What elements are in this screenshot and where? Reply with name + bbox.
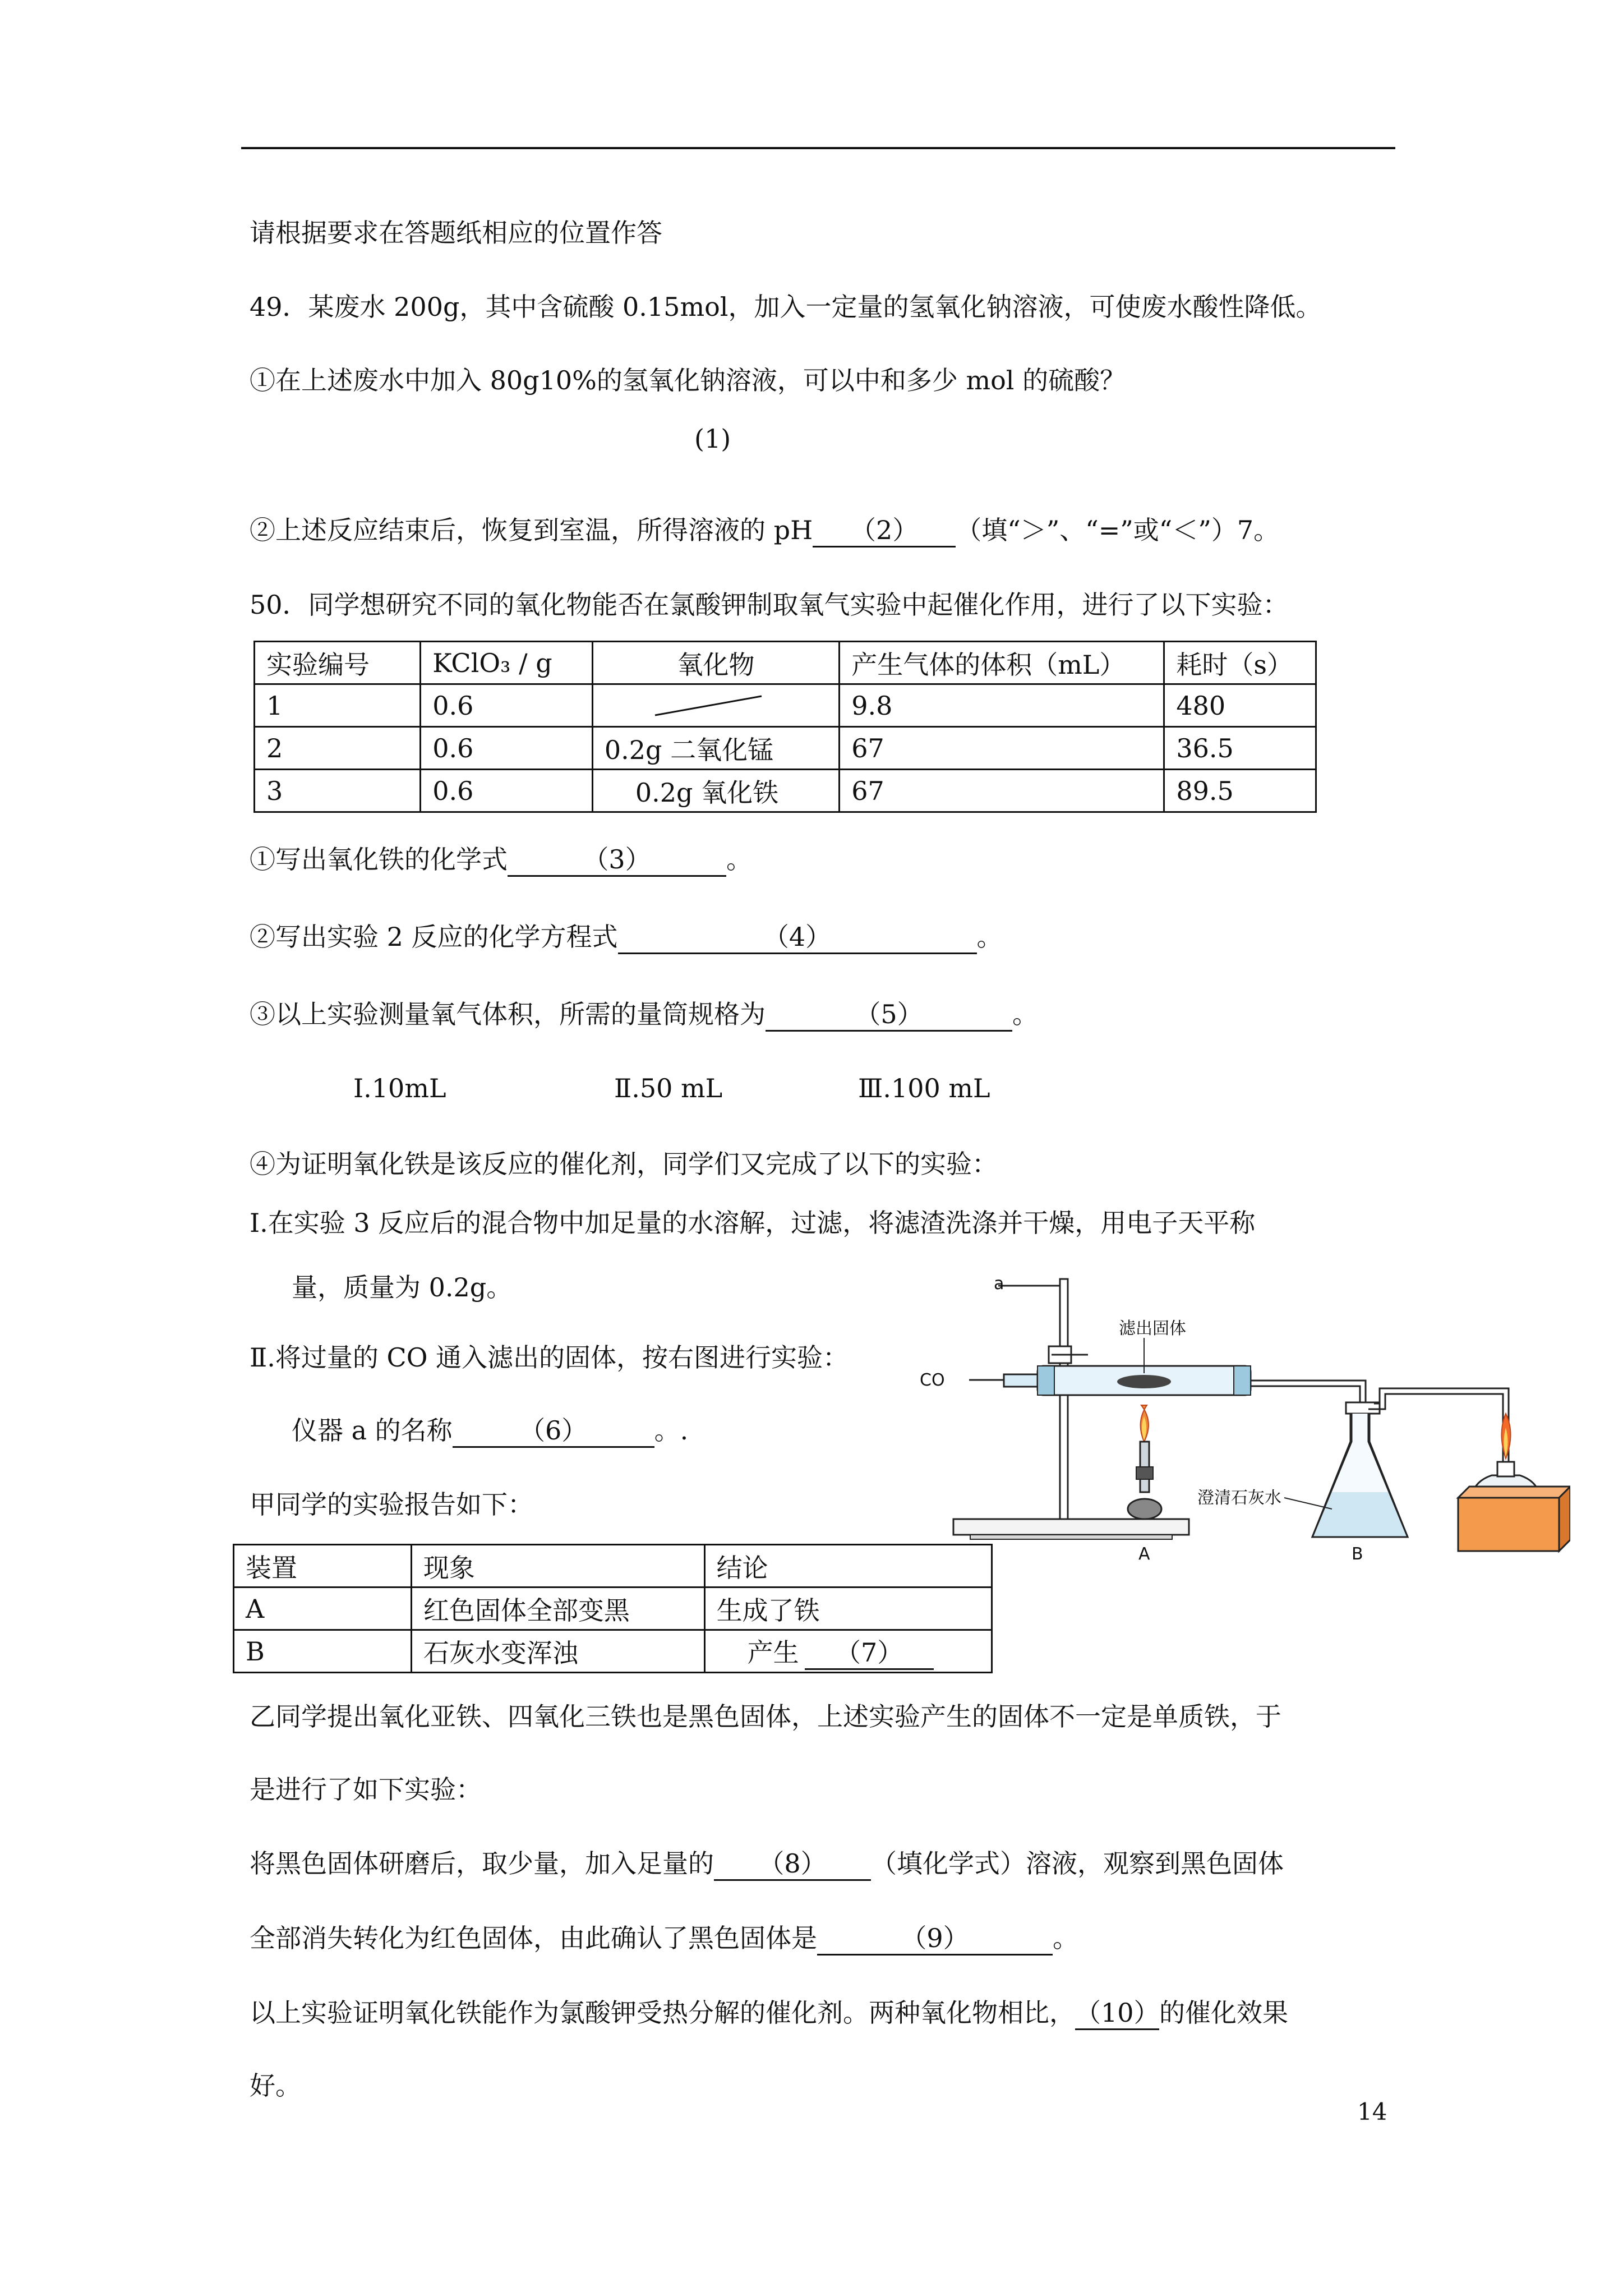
q50-blank4: （4） xyxy=(618,921,977,954)
exp-line2 xyxy=(250,1921,1078,1955)
table-header-cell: 耗时（s） xyxy=(1164,642,1316,684)
table-row xyxy=(255,770,1316,812)
q50-part3-tail: 。 xyxy=(1012,999,1038,1029)
solid-sample xyxy=(1117,1375,1171,1388)
q50-blank10: （10） xyxy=(1075,1997,1159,2030)
table-header-cell: KClO₃ / g xyxy=(421,642,593,684)
report-cell: B xyxy=(234,1630,412,1673)
table-header-cell: 氧化物 xyxy=(592,642,839,684)
q50-part2-tail: 。 xyxy=(976,922,1003,952)
report-header-cell: 结论 xyxy=(704,1545,992,1588)
q50-part1 xyxy=(250,843,752,877)
report-cell: 红色固体全部变黑 xyxy=(411,1588,704,1630)
q49-blank1: (1) xyxy=(694,424,731,454)
exp-line2-tail: 。 xyxy=(1053,1923,1078,1953)
table-cell: 480 xyxy=(1164,684,1316,727)
table-cell: 0.6 xyxy=(421,684,593,727)
q49-part2 xyxy=(250,513,1279,547)
experiment-table xyxy=(253,641,1317,813)
yi-line1: 乙同学提出氧化亚铁、四氧化三铁也是黑色固体，上述实验产生的固体不一定是单质铁，于 xyxy=(250,1701,1281,1732)
page-number: 14 xyxy=(1357,2098,1387,2125)
report-cell xyxy=(704,1630,992,1673)
report-header-row xyxy=(234,1545,992,1588)
step1-line2: 量，质量为 0.2g。 xyxy=(292,1272,513,1303)
q50-part2 xyxy=(250,920,1003,954)
q50-blank8: （8） xyxy=(714,1848,871,1881)
report-intro: 甲同学的实验报告如下： xyxy=(250,1489,533,1520)
report-table xyxy=(233,1544,993,1673)
table-row xyxy=(255,727,1316,770)
q50-blank6: （6） xyxy=(453,1415,654,1448)
table-header-cell: 实验编号 xyxy=(255,642,421,684)
report-header-cell: 现象 xyxy=(411,1545,704,1588)
label-a: a xyxy=(994,1274,1004,1294)
q49-part1: ①在上述废水中加入 80g10%的氢氧化钠溶液，可以中和多少 mol 的硫酸？ xyxy=(250,365,1126,395)
table-cell: 89.5 xyxy=(1164,770,1316,812)
q49-stem: 49．某废水 200g，其中含硫酸 0.15mol，加入一定量的氢氧化钠溶液，可使废水酸性降低。 xyxy=(250,292,1322,322)
table-cell: 67 xyxy=(840,727,1164,770)
step2-line: Ⅱ.将过量的 CO 通入滤出的固体，按右图进行实验： xyxy=(250,1342,849,1373)
report-row xyxy=(234,1630,992,1673)
report-cell: 生成了铁 xyxy=(704,1588,992,1630)
table-cell: 9.8 xyxy=(840,684,1164,727)
exp-line2-text: 全部消失转化为红色固体，由此确认了黑色固体是 xyxy=(250,1923,817,1953)
yi-line2: 是进行了如下实验： xyxy=(250,1774,482,1805)
step1-line1: Ⅰ.在实验 3 反应后的混合物中加足量的水溶解，过滤，将滤渣洗涤并干燥，用电子天平称 xyxy=(250,1208,1256,1238)
final-line1-tail: 的催化效果 xyxy=(1159,1998,1288,2028)
report-row xyxy=(234,1588,992,1630)
label-limewater: 澄清石灰水 xyxy=(1197,1488,1281,1508)
final-line2: 好。 xyxy=(250,2070,301,2101)
instruction-text: 请根据要求在答题纸相应的位置作答 xyxy=(250,218,662,248)
instrument-question-text: 仪器 a 的名称 xyxy=(292,1415,453,1446)
q49-blank2: （2） xyxy=(813,514,956,547)
report-cell-text: 产生 xyxy=(747,1637,799,1668)
report-cell: A xyxy=(234,1588,412,1630)
table-cell: 0.6 xyxy=(421,770,593,812)
exp-line1-tail: （填化学式）溶液，观察到黑色固体 xyxy=(871,1848,1284,1879)
final-line1-text: 以上实验证明氧化铁能作为氯酸钾受热分解的催化剂。两种氧化物相比， xyxy=(250,1998,1075,2028)
no-oxide-slash xyxy=(652,692,764,720)
option-iii: Ⅲ.100 mL xyxy=(858,1073,990,1103)
table-cell: 3 xyxy=(255,770,421,812)
alcohol-lamp xyxy=(1458,1414,1570,1551)
table-cell: 0.6 xyxy=(421,727,593,770)
q50-blank7: （7） xyxy=(805,1637,934,1670)
header-rule xyxy=(241,147,1395,149)
table-header-row xyxy=(255,642,1316,684)
q49-part2-tail: （填“＞”、“=”或“＜”）7。 xyxy=(956,515,1280,545)
instrument-question-tail: 。. xyxy=(654,1415,689,1446)
q49-part2-text: ②上述反应结束后，恢复到室温，所得溶液的 pH xyxy=(250,515,813,545)
table-cell: 67 xyxy=(840,770,1164,812)
table-cell: 2 xyxy=(255,727,421,770)
label-B: B xyxy=(1352,1544,1363,1564)
exp-line1-text: 将黑色固体研磨后，取少量，加入足量的 xyxy=(250,1848,714,1879)
q50-part3-text: ③以上实验测量氧气体积，所需的量筒规格为 xyxy=(250,999,766,1029)
instrument-question xyxy=(292,1414,688,1448)
q50-part4: ④为证明氧化铁是该反应的催化剂，同学们又完成了以下的实验： xyxy=(250,1149,998,1179)
q50-part1-tail: 。 xyxy=(726,844,752,875)
report-cell: 石灰水变浑浊 xyxy=(411,1630,704,1673)
q50-blank5: （5） xyxy=(766,999,1012,1032)
table-cell: 1 xyxy=(255,684,421,727)
table-row xyxy=(255,684,1316,727)
option-i: Ⅰ.10mL xyxy=(353,1073,446,1103)
burner-a xyxy=(1128,1405,1161,1519)
table-cell-empty xyxy=(592,684,839,727)
q50-blank9: （9） xyxy=(817,1922,1053,1955)
q50-blank3: （3） xyxy=(508,844,726,877)
label-co: CO xyxy=(920,1370,945,1390)
label-A: A xyxy=(1138,1544,1150,1564)
option-ii: Ⅱ.50 mL xyxy=(614,1073,723,1103)
final-line1 xyxy=(250,1996,1288,2030)
q50-part3 xyxy=(250,997,1038,1032)
report-header-cell: 装置 xyxy=(234,1545,412,1588)
reaction-tube xyxy=(969,1366,1251,1395)
q50-part1-text: ①写出氧化铁的化学式 xyxy=(250,844,508,875)
flask-b xyxy=(1312,1402,1408,1537)
table-cell: 0.2g 氧化铁 xyxy=(592,770,839,812)
exp-line1 xyxy=(250,1847,1284,1881)
table-cell: 36.5 xyxy=(1164,727,1316,770)
table-cell: 0.2g 二氧化锰 xyxy=(592,727,839,770)
table-header-cell: 产生气体的体积（mL） xyxy=(840,642,1164,684)
q50-stem: 50．同学想研究不同的氧化物能否在氯酸钾制取氧气实验中起催化作用，进行了以下实验： xyxy=(250,590,1289,620)
label-solid: 滤出固体 xyxy=(1119,1319,1186,1338)
q50-part2-text: ②写出实验 2 反应的化学方程式 xyxy=(250,922,618,952)
apparatus-diagram xyxy=(920,1273,1570,1565)
